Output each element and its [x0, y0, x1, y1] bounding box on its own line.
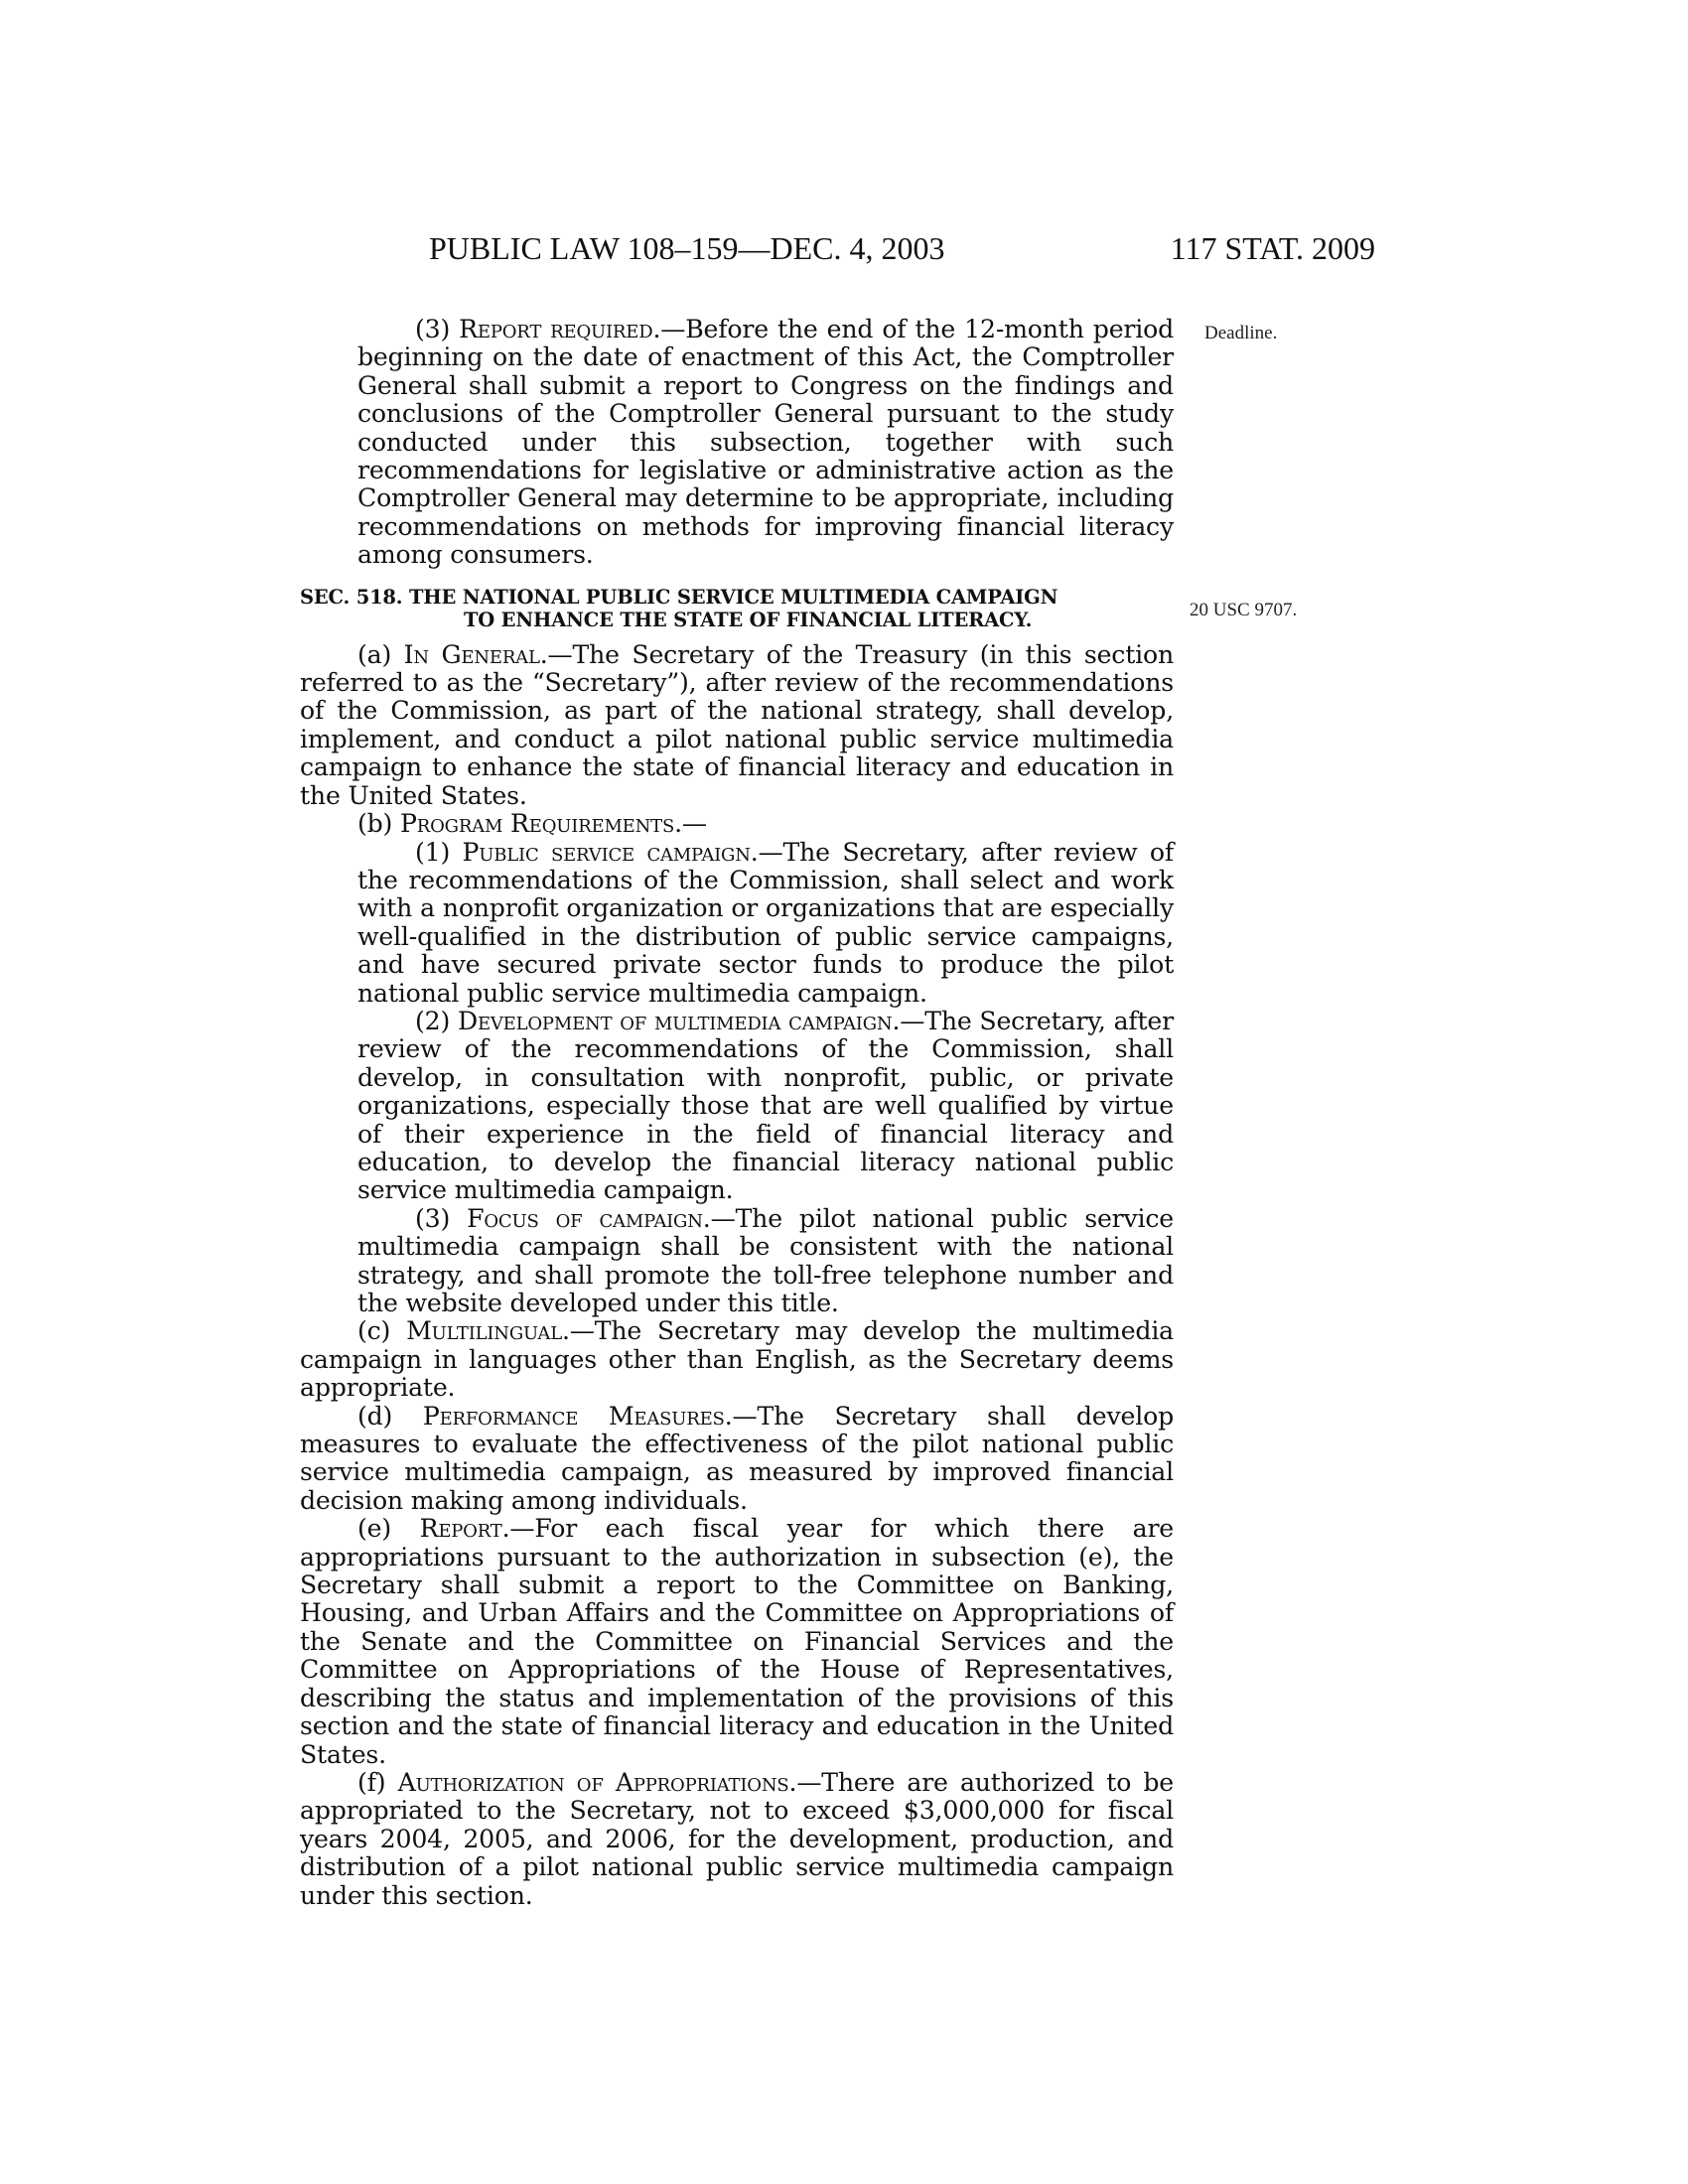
- paragraph-b1: [300, 839, 1174, 1008]
- subsection-heading: Report: [419, 1514, 502, 1544]
- paragraph-heading: Report required: [459, 315, 653, 343]
- statute-citation: 117 STAT. 2009: [1170, 230, 1375, 266]
- section-heading: [300, 586, 1174, 631]
- subsection-d: [300, 1403, 1174, 1516]
- subsection-number: (b): [357, 809, 400, 839]
- paragraph-b3: [300, 1205, 1174, 1318]
- document-body: [300, 316, 1174, 1910]
- subsection-a: [300, 641, 1174, 810]
- paragraph-b2: [300, 1008, 1174, 1205]
- subsection-heading: In General: [403, 639, 540, 669]
- subsection-text: .—: [674, 809, 707, 839]
- subsection-number: (c): [357, 1316, 407, 1346]
- paragraph-text: .—Before the end of the 12-month period beginning on the date of enactment of this Act, the Comptroller General shall submit a report to Congress on the findings and conclusions of the Comptroller General pursuant to the study conducted under this subsection, together with such recommendations for legislative or administrative action as the Comptroller General may determine to be appropriate, including recommendations on methods for improving financial literacy among consumers.: [357, 315, 1174, 570]
- section-heading-line-2: TO ENHANCE THE STATE OF FINANCIAL LITERACY.: [464, 608, 1033, 631]
- paragraph-heading: Public service campaign: [462, 837, 751, 867]
- paragraph-number: (3): [415, 1203, 468, 1233]
- subsection-text: .—The Secretary of the Treasury (in this section referred to as the “Secretary”), after review of the recommendations of the Commission, as part of the national strategy, shall develop, implement, and conduct a pilot national public service multimedia campaign to enhance the state of financial literacy and education in the United States.: [300, 639, 1174, 810]
- paragraph-heading: Development of multimedia campaign: [457, 1006, 893, 1035]
- subsection-e: [300, 1515, 1174, 1769]
- paragraph-text: .—The Secretary, after review of the recommendations of the Commission, shall select and work with a nonprofit organization or organizations that are especially well-qualified in the distribution of public service campaigns, and have secured private sector funds to produce the pilot national public service multimedia campaign.: [357, 837, 1174, 1008]
- subsection-number: (a): [357, 639, 404, 669]
- subsection-heading: Authorization of Appropriations: [397, 1767, 789, 1797]
- paragraph-number: (1): [415, 837, 463, 867]
- subsection-b: [300, 810, 1174, 838]
- margin-note-usc-citation: 20 USC 9707.: [1190, 600, 1298, 620]
- subsection-f: [300, 1769, 1174, 1910]
- subsection-text: .—The Secretary may develop the multimedia campaign in languages other than English, as the Secretary deems appropriate.: [300, 1316, 1175, 1403]
- subsection-number: (f): [357, 1767, 398, 1797]
- paragraph-heading: Focus of campaign: [467, 1203, 703, 1233]
- subsection-text: .—The Secretary shall develop measures to evaluate the effectiveness of the pilot national public service multimedia campaign, as measured by improved financial decision making among individuals.: [300, 1401, 1174, 1515]
- paragraph-number: (2): [415, 1006, 458, 1035]
- subsection-text: .—For each fiscal year for which there are appropriations pursuant to the authorization in subsection (e), the Secretary shall submit a report to the Committee on Banking, Housing, and Urban Affairs and the Committee on Appropriations of the Senate and the Committee on Financial Services and the Committee on Appropriations of the House of Representatives, describing the status and implementation of the provisions of this section and the state of financial literacy and education in the United States.: [300, 1514, 1175, 1769]
- paragraph-number: (3): [415, 315, 460, 343]
- subsection-c: [300, 1317, 1174, 1402]
- subsection-number: (d): [357, 1401, 423, 1431]
- margin-note-deadline: Deadline.: [1204, 323, 1278, 343]
- subsection-heading: Multilingual: [406, 1316, 562, 1346]
- paragraph-text: .—The Secretary, after review of the recommendations of the Commission, shall develop, in consultation with nonprofit, public, or private organizations, especially those that are well qualified by virtue of their experience in the field of financial literacy and education, to develop the financial literacy national public service multimedia campaign.: [357, 1006, 1174, 1205]
- running-head: PUBLIC LAW 108–159—DEC. 4, 2003: [429, 230, 945, 266]
- subsection-heading: Performance Measures: [422, 1401, 725, 1431]
- subsection-number: (e): [357, 1514, 420, 1544]
- page-header: [298, 230, 1375, 280]
- subsection-heading: Program Requirements: [399, 809, 675, 839]
- paragraph-text: .—The pilot national public service multimedia campaign shall be consistent with the national strategy, and shall promote the toll-free telephone number and the website developed under this title.: [357, 1203, 1174, 1317]
- subsection-text: .—There are authorized to be appropriated to the Secretary, not to exceed $3,000,000 for fiscal years 2004, 2005, and 2006, for the development, production, and distribution of a pilot national public service multimedia campaign under this section.: [300, 1767, 1174, 1910]
- paragraph-3-report-required: [300, 316, 1174, 570]
- section-heading-line-1: SEC. 518. THE NATIONAL PUBLIC SERVICE MULTIMEDIA CAMPAIGN: [300, 585, 1058, 609]
